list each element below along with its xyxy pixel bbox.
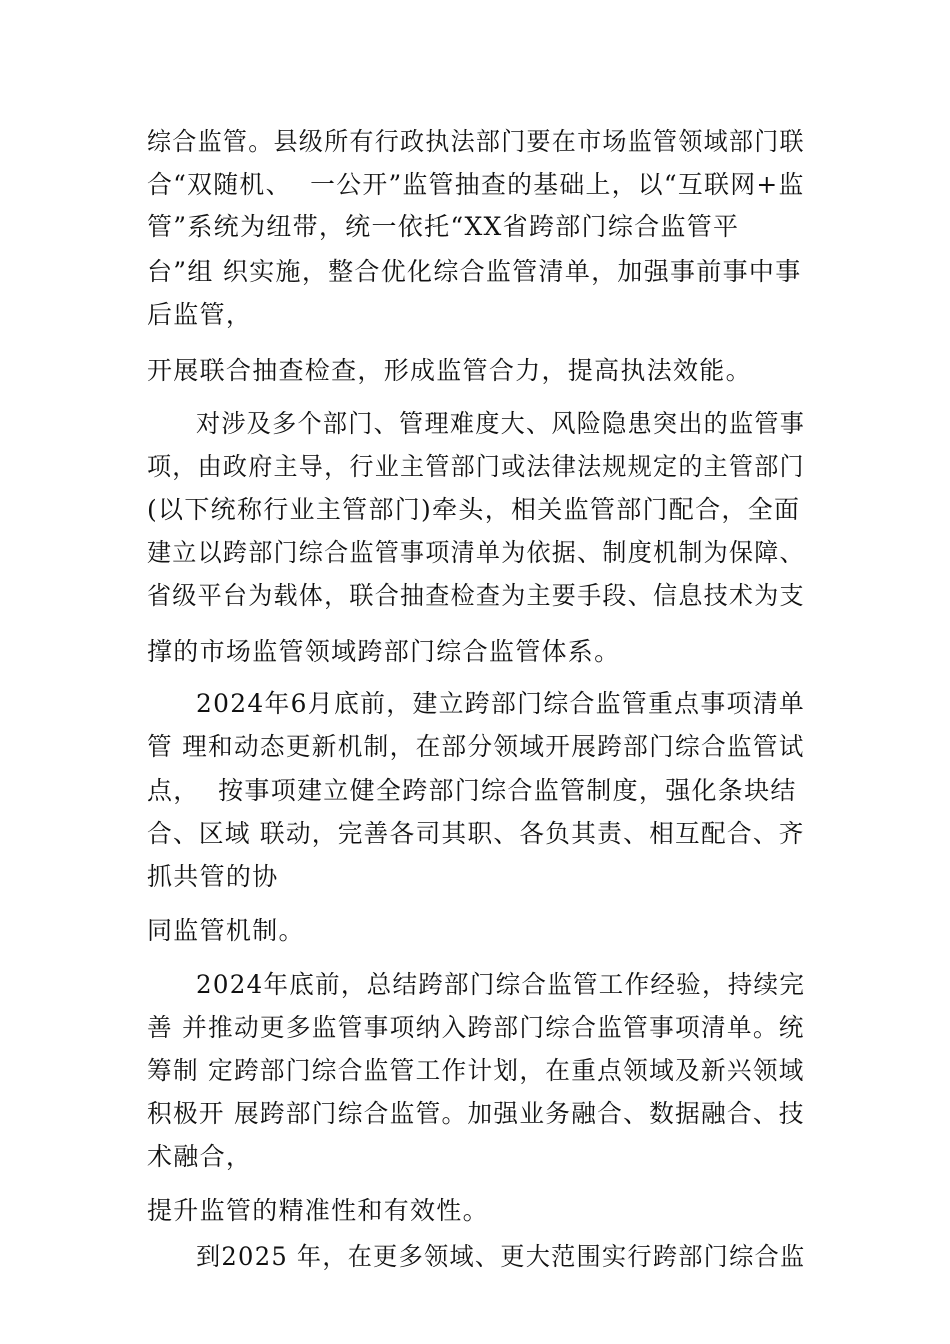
text-line: 后监管，	[147, 300, 253, 329]
text-line: 合、区域 联动，完善各司其职、各负其责、相互配合、齐	[147, 819, 805, 848]
text-line: 建立以跨部门综合监管事项清单为依据、制度机制为保障、	[147, 538, 805, 567]
text-line: 善 并推动更多监管事项纳入跨部门综合监管事项清单。统	[147, 1013, 805, 1042]
text-line: 2024年底前，总结跨部门综合监管工作经验，持续完	[196, 970, 806, 999]
text-line: 开展联合抽查检查，形成监管合力，提高执法效能。	[147, 356, 752, 385]
text-line: 台”组 织实施，整合优化综合监管清单，加强事前事中事	[147, 257, 802, 286]
text-line: 到2025 年，在更多领域、更大范围实行跨部门综合监	[196, 1242, 806, 1271]
text-line: 合“双随机、 一公开”监管抽查的基础上，以“互联网+监	[147, 170, 805, 199]
text-line: 管 理和动态更新机制，在部分领域开展跨部门综合监管试	[147, 732, 805, 761]
text-line: 筹制 定跨部门综合监管工作计划，在重点领域及新兴领域	[147, 1056, 805, 1085]
text-line: 项，由政府主导，行业主管部门或法律法规规定的主管部门	[147, 452, 805, 481]
text-line: (以下统称行业主管部门)牵头，相关监管部门配合，全面	[147, 495, 801, 524]
text-line: 对涉及多个部门、管理难度大、风险隐患突出的监管事	[196, 409, 806, 438]
text-line: 省级平台为载体，联合抽查检查为主要手段、信息技术为支	[147, 581, 805, 610]
text-line: 抓共管的协	[147, 862, 279, 891]
text-line: 同监管机制。	[147, 916, 305, 945]
text-line: 综合监管。县级所有行政执法部门要在市场监管领域部门联	[147, 127, 805, 156]
text-line: 点， 按事项建立健全跨部门综合监管制度，强化条块结	[147, 776, 797, 805]
text-line: 2024年6月底前，建立跨部门综合监管重点事项清单	[196, 689, 806, 718]
text-line: 撑的市场监管领域跨部门综合监管体系。	[147, 637, 621, 666]
text-line: 提升监管的精准性和有效性。	[147, 1196, 489, 1225]
text-line: 管”系统为纽带，统一依托“XX省跨部门综合监管平	[147, 212, 740, 241]
text-line: 积极开 展跨部门综合监管。加强业务融合、数据融合、技	[147, 1099, 805, 1128]
text-line: 术融合，	[147, 1142, 253, 1171]
